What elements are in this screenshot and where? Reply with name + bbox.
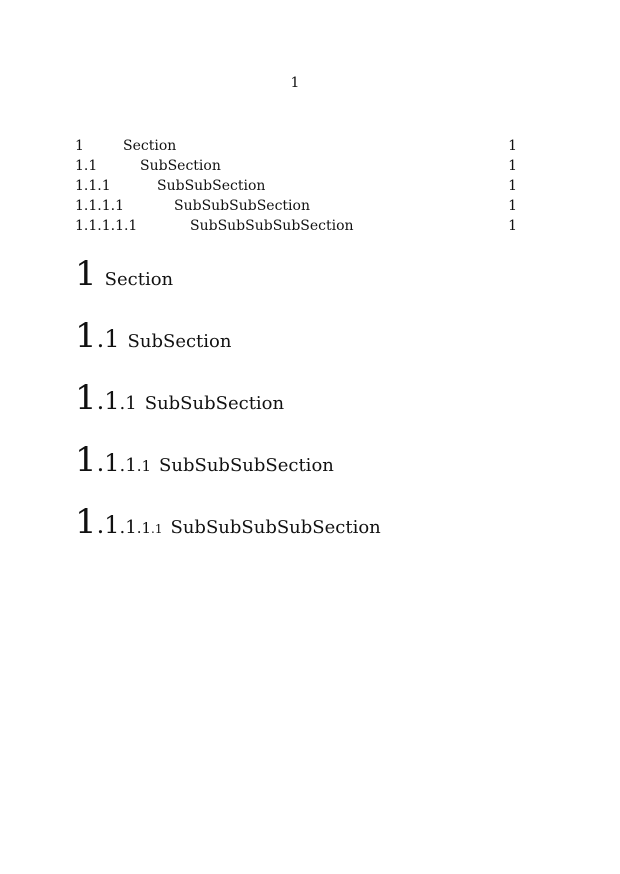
heading-title: SubSubSubSubSection: [170, 517, 381, 538]
section-headings: [75, 254, 381, 564]
toc-entry-number: 1.1.1.1: [75, 198, 124, 214]
toc-entry-subsubsection[interactable]: [75, 176, 517, 196]
heading-title: Section: [104, 269, 174, 290]
heading-number: 1: [75, 254, 97, 294]
heading-title: SubSubSubSection: [159, 455, 334, 476]
heading-number: 1.1.1.1.1: [75, 502, 163, 542]
toc-entry-number: 1.1: [75, 158, 98, 174]
toc-entry-title: SubSection: [140, 158, 221, 174]
toc-entry-number: 1: [75, 138, 84, 154]
toc-entry-page: 1: [508, 198, 517, 214]
heading-subsubsubsection: [75, 440, 381, 502]
toc-entry-title: SubSubSubSubSection: [190, 218, 354, 234]
heading-title: SubSubSection: [144, 393, 285, 414]
heading-section: [75, 254, 381, 316]
heading-number: 1.1: [75, 316, 120, 356]
table-of-contents: [75, 136, 517, 236]
page-number: 1: [290, 75, 300, 91]
heading-title: SubSection: [127, 331, 232, 352]
toc-entry-subsection[interactable]: [75, 156, 517, 176]
toc-entry-page: 1: [508, 218, 517, 234]
toc-entry-subsubsubsubsection[interactable]: [75, 216, 517, 236]
heading-number: 1.1.1.1: [75, 440, 152, 480]
toc-entry-title: SubSubSubSection: [174, 198, 310, 214]
toc-entry-title: SubSubSection: [157, 178, 266, 194]
heading-subsubsubsubsection: [75, 502, 381, 564]
toc-entry-number: 1.1.1.1.1: [75, 218, 138, 234]
toc-entry-subsubsubsection[interactable]: [75, 196, 517, 216]
toc-entry-page: 1: [508, 138, 517, 154]
toc-entry-page: 1: [508, 158, 517, 174]
toc-entry-section[interactable]: [75, 136, 517, 156]
heading-subsubsection: [75, 378, 381, 440]
toc-entry-page: 1: [508, 178, 517, 194]
toc-entry-title: Section: [123, 138, 177, 154]
toc-entry-number: 1.1.1: [75, 178, 111, 194]
heading-subsection: [75, 316, 381, 378]
heading-number: 1.1.1: [75, 378, 137, 418]
